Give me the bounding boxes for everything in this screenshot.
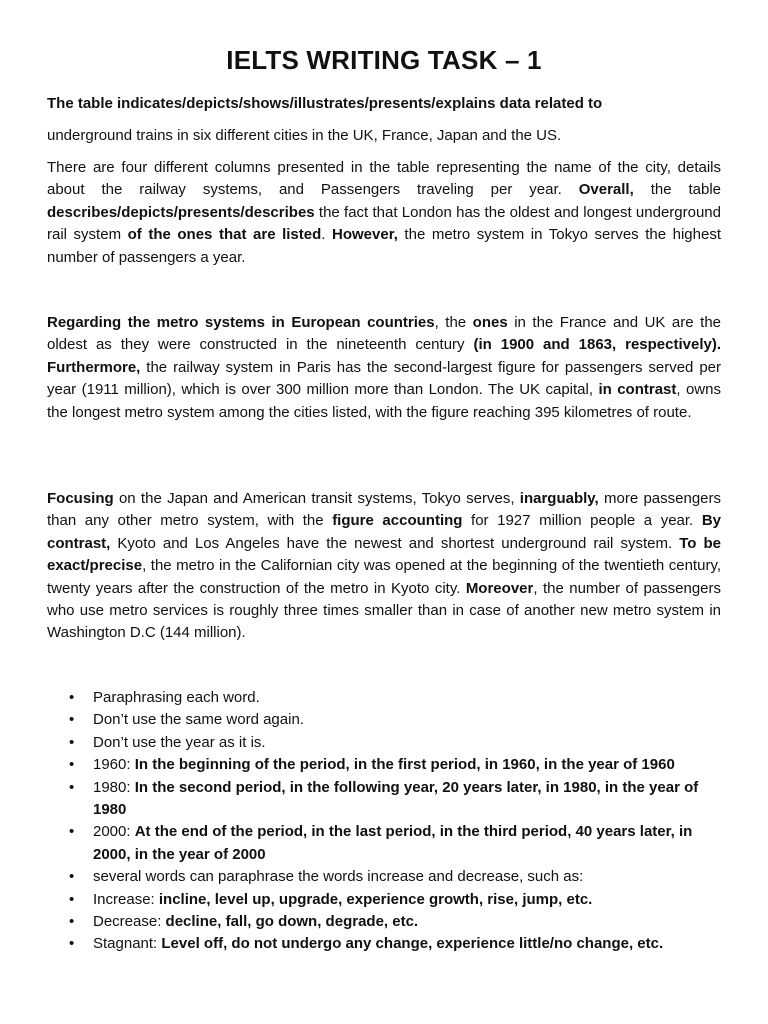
bold-run: In the beginning of the period, in the first period, in 1960, in the year of 1960 (134, 756, 675, 774)
bold-run: Overall, (578, 181, 634, 199)
bold-run: figure accounting (332, 512, 463, 530)
text-run: more passengers than any other metro system, with the (47, 490, 722, 530)
bold-run: in contrast (598, 381, 677, 399)
text-run: , the metro in the Californian city was opened at the beginning of the twentieth century, twenty years after the construction of the metro in Kyoto city. (47, 557, 721, 597)
list-item (47, 709, 721, 731)
text-run: for 1927 million people a year. (462, 512, 702, 530)
text-run: Kyoto and Los Angeles have the newest and shortest underground rail system. (110, 534, 680, 552)
text-run: 1960: (93, 756, 135, 774)
text-run: Increase: (93, 890, 159, 908)
text-run: the table (633, 181, 721, 199)
text-run: , owns the longest metro system among the cities listed, with the figure reaching 395 kilometres of route. (47, 381, 721, 421)
bold-run: (in 1900 and 1863, respectively). Furthermore, (47, 336, 721, 376)
text-run: the railway system in Paris has the second-largest figure for passengers served per year (1911 million), which is over 300 million more than London. The UK capital, (47, 358, 721, 399)
list-item (47, 821, 721, 866)
text-run: several words can paraphrase the words increase and decrease, such as: (93, 868, 584, 886)
text-run: There are four different columns presented in the table representing the name of the city, details about the railway systems, and Passengers traveling per year. (47, 159, 721, 199)
bold-run: However, (332, 226, 398, 244)
text-run: Don’t use the same word again. (93, 711, 304, 729)
bold-run: At the end of the period, in the last period, in the third period, 40 years later, in 2000, in the year of 2000 (93, 823, 693, 863)
list-item (47, 911, 721, 933)
text-run: in the France and UK are the oldest as they were constructed in the nineteenth century (47, 314, 721, 354)
bold-run: By contrast, (47, 512, 721, 552)
list-item (47, 933, 721, 955)
text-run: Don’t use the year as it is. (93, 733, 266, 751)
text-run: on the Japan and American transit systems, Tokyo serves, (113, 490, 520, 507)
bold-run: ones (472, 314, 508, 331)
text-run: Stagnant: (93, 935, 162, 953)
page-title: IELTS WRITING TASK – 1 (226, 45, 542, 75)
intro-line: underground trains in six different cities in the UK, France, Japan and the US. (47, 127, 562, 144)
text-run: the fact that London has the oldest and longest underground rail system (47, 203, 721, 244)
text-run: 2000: (93, 823, 135, 841)
paragraph-europe (47, 312, 721, 424)
text-run: the metro system in Tokyo serves the highest number of passengers a year. (47, 226, 722, 266)
bold-run: Focusing (47, 490, 114, 507)
text-run: , the (434, 314, 473, 331)
intro-heading (47, 93, 721, 115)
tips-list (47, 687, 721, 956)
list-item (47, 754, 721, 776)
bold-run: Moreover (465, 579, 534, 597)
bold-run: describes/depicts/presents/describes (47, 203, 315, 221)
list-item (47, 687, 721, 709)
bold-run: decline, fall, go down, degrade, etc. (165, 913, 419, 931)
bold-run: inarguably, (519, 490, 599, 507)
bold-run: In the second period, in the following year, 20 years later, in 1980, in the year of 1980 (93, 778, 699, 819)
text-run: Paraphrasing each word. (93, 689, 260, 706)
text-run: . (321, 226, 332, 244)
bold-run: To be exact/precise (47, 534, 721, 575)
text-run: , the number of passengers who use metro services is roughly three times smaller than in case of another new metro system in Washington D.C (144 million). (47, 579, 722, 642)
text-run: Decrease: (93, 913, 166, 931)
bold-run: incline, level up, upgrade, experience growth, rise, jump, etc. (158, 890, 593, 908)
list-item (47, 866, 721, 888)
paragraph-overview (47, 157, 721, 269)
list-item (47, 777, 721, 822)
bold-run: of the ones that are listed (127, 226, 322, 244)
text-run: 1980: (93, 778, 135, 796)
intro-heading-text: The table indicates/depicts/shows/illustrates/presents/explains data related to (47, 95, 603, 112)
list-item (47, 732, 721, 754)
list-item (47, 889, 721, 911)
paragraph-japan-us (47, 488, 721, 645)
bold-run: Level off, do not undergo any change, experience little/no change, etc. (161, 935, 664, 953)
bold-run: Regarding the metro systems in European countries (47, 314, 435, 331)
